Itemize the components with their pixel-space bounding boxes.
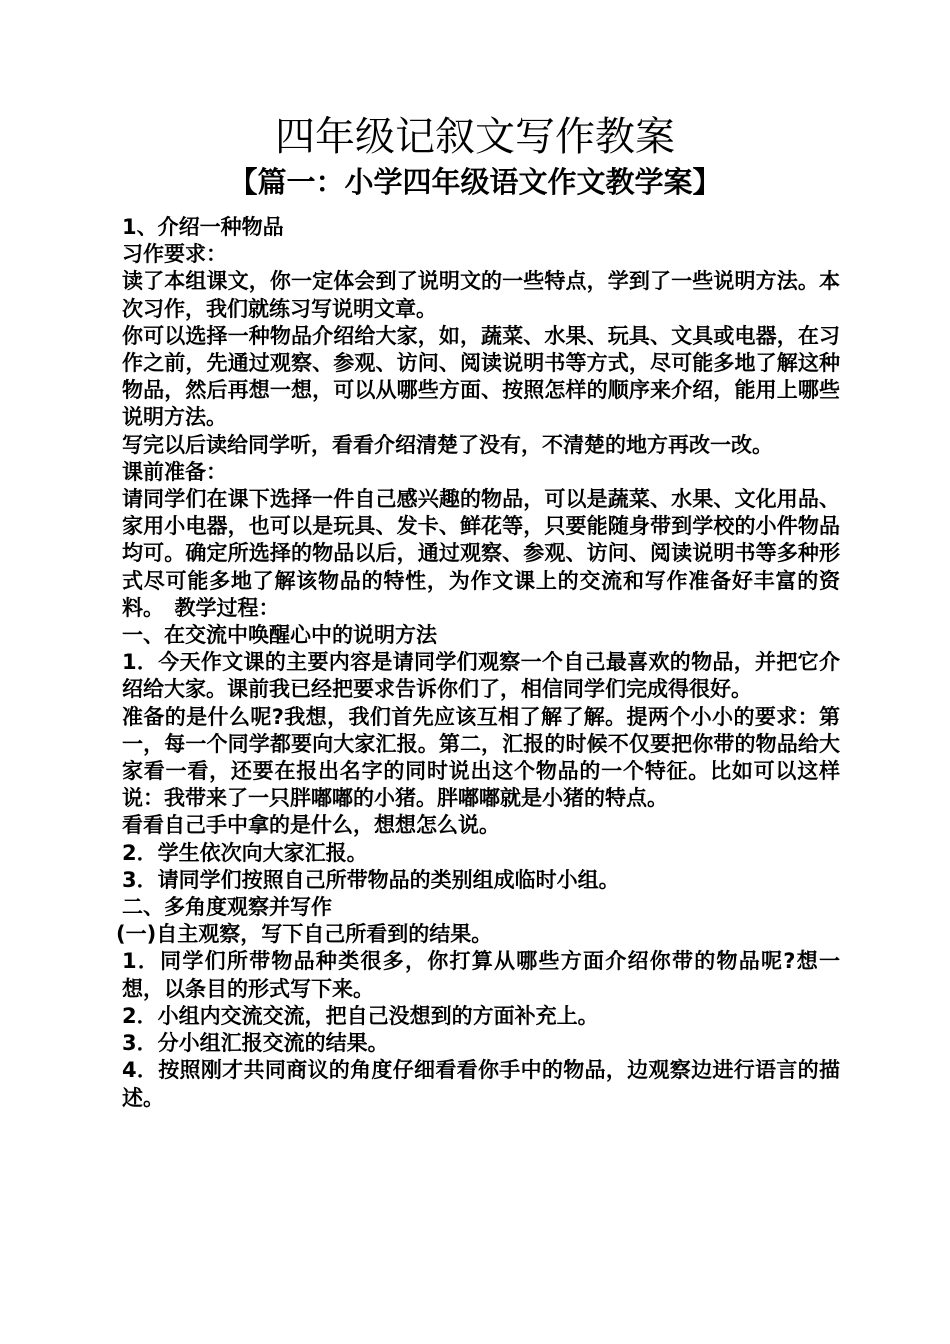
paragraph: 1．同学们所带物品种类很多，你打算从哪些方面介绍你带的物品呢?想一想，以条目的形式写下来。 <box>122 949 840 1001</box>
paragraph: 3．分小组汇报交流的结果。 <box>122 1031 389 1056</box>
paragraph: 看看自己手中拿的是什么，想想怎么说。 <box>122 813 500 838</box>
paragraph: 读了本组课文，你一定体会到了说明文的一些特点，学到了一些说明方法。本次习作，我们就练习写说明文章。 <box>122 269 840 321</box>
paragraph: 二、多角度观察并写作 <box>122 895 332 920</box>
document-subtitle: 【篇一：小学四年级语文作文教学案】 <box>228 165 722 199</box>
paragraph: 1、介绍一种物品 <box>122 215 284 239</box>
paragraph: 课前准备： <box>122 459 227 484</box>
document-body <box>116 214 840 1112</box>
paragraph: 3．请同学们按照自己所带物品的类别组成临时小组。 <box>122 867 620 892</box>
paragraph: 写完以后读给同学听，看看介绍清楚了没有，不清楚的地方再改一改。 <box>122 432 773 457</box>
paragraph: 2．小组内交流交流，把自己没想到的方面补充上。 <box>122 1003 599 1028</box>
paragraph: (一)自主观察，写下自己所看到的结果。 <box>116 922 493 947</box>
paragraph: 一、在交流中唤醒心中的说明方法 <box>122 623 437 648</box>
paragraph: 准备的是什么呢?我想，我们首先应该互相了解了解。提两个小小的要求：第一，每一个同学都要向大家汇报。第二，汇报的时候不仅要把你带的物品给大家看一看，还要在报出名字的同时说出这个物品的一个特征。比如可以这样说：我带来了一只胖嘟嘟的小猪。胖嘟嘟就是小猪的特点。 <box>122 704 840 811</box>
paragraph: 习作要求： <box>122 242 227 267</box>
paragraph: 1．今天作文课的主要内容是请同学们观察一个自己最喜欢的物品，并把它介绍给大家。课前我已经把要求告诉你们了，相信同学们完成得很好。 <box>122 650 840 702</box>
paragraph: 请同学们在课下选择一件自己感兴趣的物品，可以是蔬菜、水果、文化用品、家用小电器，也可以是玩具、发卡、鲜花等，只要能随身带到学校的小件物品均可。确定所选择的物品以后，通过观察、参观、访问、阅读说明书等多种形式尽可能多地了解该物品的特性，为作文课上的交流和写作准备好丰富的资料。 教学过程： <box>122 487 840 620</box>
paragraph: 你可以选择一种物品介绍给大家，如，蔬菜、水果、玩具、文具或电器，在习作之前，先通过观察、参观、访问、阅读说明书等方式，尽可能多地了解这种物品，然后再想一想，可以从哪些方面、按照怎样的顺序来介绍，能用上哪些说明方法。 <box>122 323 840 430</box>
paragraph: 2．学生依次向大家汇报。 <box>122 840 368 865</box>
paragraph: 4．按照刚才共同商议的角度仔细看看你手中的物品，边观察边进行语言的描述。 <box>122 1058 840 1110</box>
document-title: 四年级记叙文写作教案 <box>275 114 675 160</box>
